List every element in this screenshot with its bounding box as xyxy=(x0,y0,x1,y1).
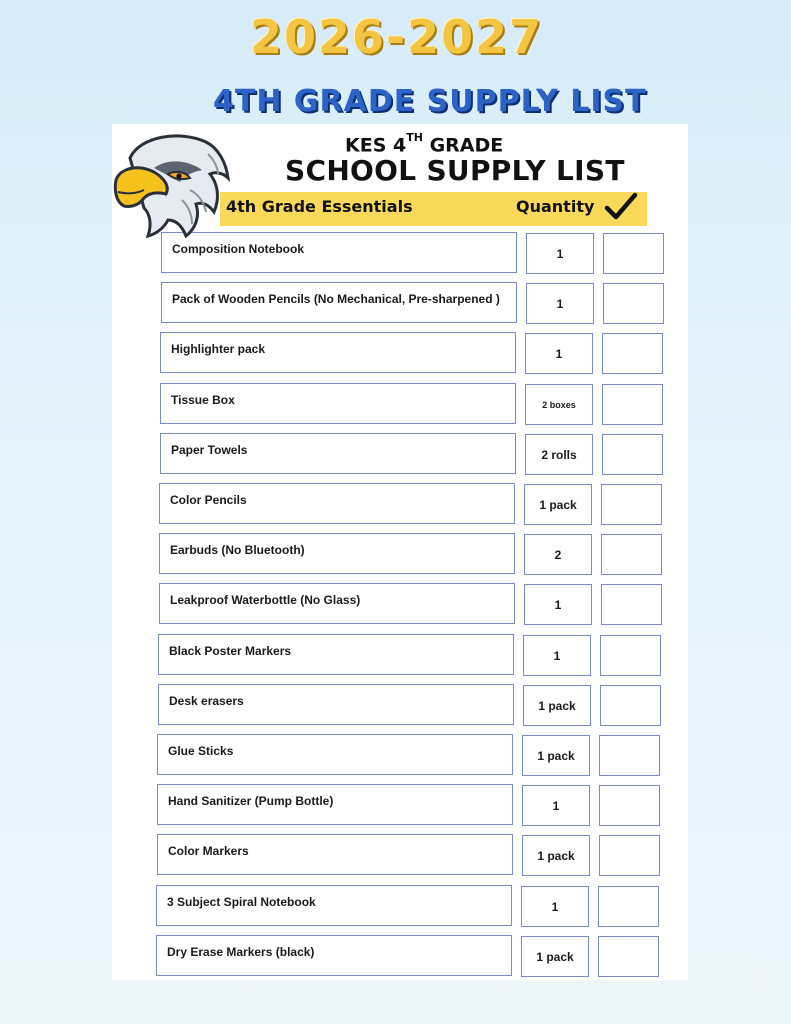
supply-quantity: 1 pack xyxy=(538,698,576,713)
supply-check-box[interactable] xyxy=(601,584,662,625)
supply-item-cell xyxy=(156,885,512,926)
supply-check-box[interactable] xyxy=(602,333,663,374)
supply-check-box[interactable] xyxy=(602,384,663,425)
supply-item-name: Earbuds (No Bluetooth) xyxy=(170,543,305,557)
supply-quantity-cell xyxy=(525,434,593,475)
supply-item-name: Paper Towels xyxy=(171,443,248,457)
supply-item-name: Black Poster Markers xyxy=(169,644,292,658)
supply-quantity-cell xyxy=(522,735,590,776)
supply-quantity: 1 xyxy=(553,648,561,663)
supply-quantity-cell xyxy=(525,333,593,374)
supply-check-box[interactable] xyxy=(603,233,664,274)
supply-item-cell xyxy=(159,483,515,524)
supply-item-cell xyxy=(160,332,516,373)
supply-item-cell xyxy=(158,684,514,725)
supply-item-cell xyxy=(157,834,513,875)
supply-item-cell xyxy=(159,533,515,574)
supply-quantity: 1 xyxy=(556,246,564,261)
supply-quantity: 1 pack xyxy=(539,497,577,512)
supply-check-box[interactable] xyxy=(603,283,664,324)
supply-quantity-cell xyxy=(522,785,590,826)
supply-check-box[interactable] xyxy=(600,685,661,726)
year-title: 2026-2027 xyxy=(250,10,544,64)
supply-quantity-cell xyxy=(524,584,592,625)
supply-quantity-cell xyxy=(526,233,594,274)
sheet-header-line1: KES 4TH GRADE xyxy=(345,131,504,157)
supply-quantity: 1 xyxy=(556,296,564,311)
supply-quantity: 1 xyxy=(555,346,563,361)
supply-item-name: Composition Notebook xyxy=(172,242,304,256)
supply-quantity-cell xyxy=(524,484,592,525)
supply-check-box[interactable] xyxy=(601,484,662,525)
supply-check-box[interactable] xyxy=(598,886,659,927)
supply-quantity-cell xyxy=(521,886,589,927)
supply-quantity: 2 boxes xyxy=(542,399,576,410)
supply-item-cell xyxy=(157,734,513,775)
supply-item-cell xyxy=(160,383,516,424)
supply-quantity-cell xyxy=(522,835,590,876)
sheet-header-line2: SCHOOL SUPPLY LIST xyxy=(285,154,625,187)
supply-item-name: 3 Subject Spiral Notebook xyxy=(167,895,316,909)
supply-item-cell xyxy=(161,282,517,323)
supply-quantity-cell xyxy=(523,635,591,676)
supply-item-name: Pack of Wooden Pencils (No Mechanical, Pre-sharpened ) xyxy=(172,292,500,306)
supply-item-name: Color Markers xyxy=(168,844,249,858)
supply-item-cell xyxy=(156,935,512,976)
checkmark-icon xyxy=(603,190,639,224)
supply-item-cell xyxy=(158,634,514,675)
supply-quantity-cell xyxy=(525,384,593,425)
supply-item-cell xyxy=(159,583,515,624)
supply-quantity: 2 xyxy=(554,547,562,562)
supply-quantity: 1 xyxy=(552,798,560,813)
essentials-label: 4th Grade Essentials xyxy=(226,197,413,216)
quantity-label: Quantity xyxy=(516,197,595,216)
supply-check-box[interactable] xyxy=(601,534,662,575)
supply-quantity-cell xyxy=(523,685,591,726)
supply-quantity: 1 pack xyxy=(536,949,574,964)
eagle-mascot-icon xyxy=(110,128,232,240)
supply-check-box[interactable] xyxy=(602,434,663,475)
supply-item-name: Tissue Box xyxy=(171,393,235,407)
supply-item-name: Dry Erase Markers (black) xyxy=(167,945,315,959)
supply-quantity-cell xyxy=(524,534,592,575)
supply-quantity: 1 pack xyxy=(537,848,575,863)
supply-check-box[interactable] xyxy=(599,835,660,876)
supply-item-name: Glue Sticks xyxy=(168,744,234,758)
supply-item-name: Color Pencils xyxy=(170,493,247,507)
supply-item-cell xyxy=(157,784,513,825)
supply-item-name: Leakproof Waterbottle (No Glass) xyxy=(170,593,361,607)
supply-check-box[interactable] xyxy=(599,785,660,826)
supply-item-name: Hand Sanitizer (Pump Bottle) xyxy=(168,794,334,808)
supply-item-name: Highlighter pack xyxy=(171,342,266,356)
supply-quantity: 1 xyxy=(554,597,562,612)
supply-quantity: 1 pack xyxy=(537,748,575,763)
supply-quantity-cell xyxy=(526,283,594,324)
supply-quantity: 2 rolls xyxy=(541,447,577,462)
supply-check-box[interactable] xyxy=(600,635,661,676)
supply-quantity-cell xyxy=(521,936,589,977)
supply-check-box[interactable] xyxy=(599,735,660,776)
page-subtitle: 4TH GRADE SUPPLY LIST xyxy=(213,84,647,119)
supply-item-cell xyxy=(160,433,516,474)
supply-quantity: 1 xyxy=(551,899,559,914)
supply-check-box[interactable] xyxy=(598,936,659,977)
supply-item-name: Desk erasers xyxy=(169,694,244,708)
